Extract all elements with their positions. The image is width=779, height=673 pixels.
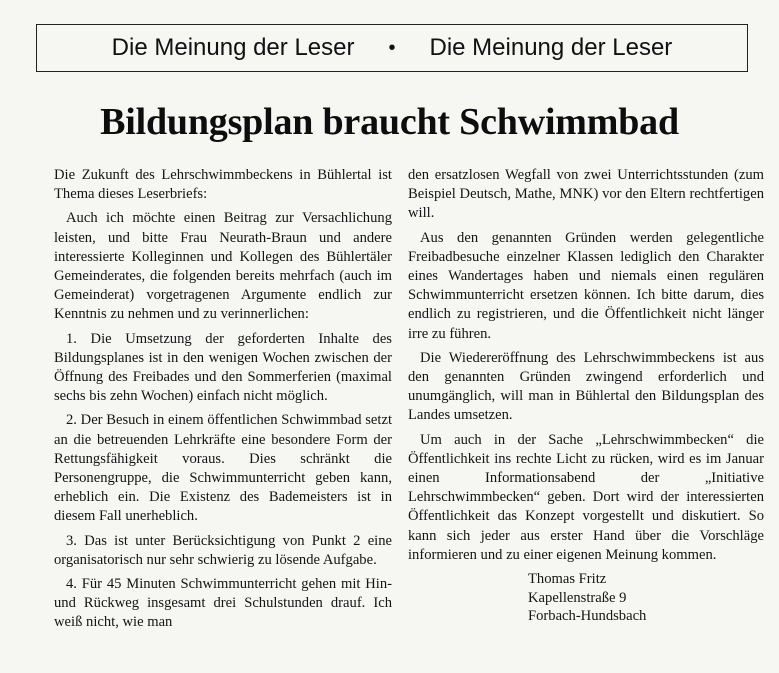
banner-bullet: • xyxy=(388,36,396,59)
section-banner xyxy=(36,24,748,72)
author-city: Forbach-Hundsbach xyxy=(528,608,647,625)
paragraph: 3. Das ist unter Berücksichtigung von Punkt 2 eine organisatorisch nur sehr schwierig zu lösende Aufgabe. xyxy=(54,532,392,568)
paragraph: Aus den genannten Gründen werden gelegentliche Freibadbesuche einzelner Klassen lediglich den Charakter eines Wandertages haben und niemals einen regulären Schwimmunterricht ersetzen können. Ich bitte darum, dies endlich zu registrieren, und die Öffentlichkeit nicht länger irre zu führen. xyxy=(408,229,764,342)
paragraph: Auch ich möchte einen Beitrag zur Versachlichung leisten, und bitte Frau Neurath-Braun und andere interessierte Kolleginnen und Kollegen des Bühlertäler Gemeinderates, die folgenden bereits mehrfach (auch im Gemeinderat) vorgetragenen Argumente endlich zur Kenntnis zu nehmen und zu verinnerlichen: xyxy=(54,210,392,323)
banner-label-left: Die Meinung der Leser xyxy=(111,34,355,61)
paragraph: 2. Der Besuch in einem öffentlichen Schwimmbad setzt an die betreuenden Lehrkräfte eine besondere Form der Rettungsfähigkeit voraus. Dies schränkt die Personengruppe, die Schwimmunterricht geben kann, erheblich ein. Die Existenz des Bademeisters ist in diesem Fall unerheblich. xyxy=(54,412,392,525)
paragraph: Um auch in der Sache „Lehrschwimmbecken“ die Öffentlichkeit ins rechte Licht zu rücken, wird es im Januar einen Informationsabend der „Initiative Lehrschwimmbecken“ geben. Dort wird der interessierten Öffentlichkeit das Konzept vorgestellt und diskutiert. So kann sich jeder aus erster Hand über die Vorschläge informieren und zu einer eigenen Meinung kommen. xyxy=(408,431,764,563)
article-headline: Bildungsplan braucht Schwimmbad xyxy=(100,101,679,143)
article-column-right xyxy=(408,166,764,626)
paragraph: 4. Für 45 Minuten Schwimmunterricht gehen mit Hin- und Rückweg insgesamt drei Schulstunden drauf. Ich weiß nicht, wie man xyxy=(54,576,392,631)
article-column-left xyxy=(54,166,392,638)
paragraph: den ersatzlosen Wegfall von zwei Unterrichtsstunden (zum Beispiel Deutsch, Mathe, MNK) vor den Eltern rechtfertigen will. xyxy=(408,167,764,222)
paragraph: Die Zukunft des Lehrschwimmbeckens in Bühlertal ist Thema dieses Leserbriefs: xyxy=(54,167,392,203)
banner-label-right: Die Meinung der Leser xyxy=(429,34,673,61)
paragraph: 1. Die Umsetzung der geforderten Inhalte des Bildungsplanes ist in den wenigen Wochen zwischen der Öffnung des Freibades und den Sommerferien (maximal sechs bis zehn Wochen) einfach nicht möglich. xyxy=(54,330,392,405)
author-signature xyxy=(408,570,764,626)
author-name: Thomas Fritz xyxy=(528,571,607,588)
author-street: Kapellenstraße 9 xyxy=(528,589,627,606)
paragraph: Die Wiedereröffnung des Lehrschwimmbeckens ist aus den genannten Gründen zwingend erforderlich und unumgänglich, will man in Bühlertal den Bildungsplan des Landes umsetzen. xyxy=(408,349,764,424)
